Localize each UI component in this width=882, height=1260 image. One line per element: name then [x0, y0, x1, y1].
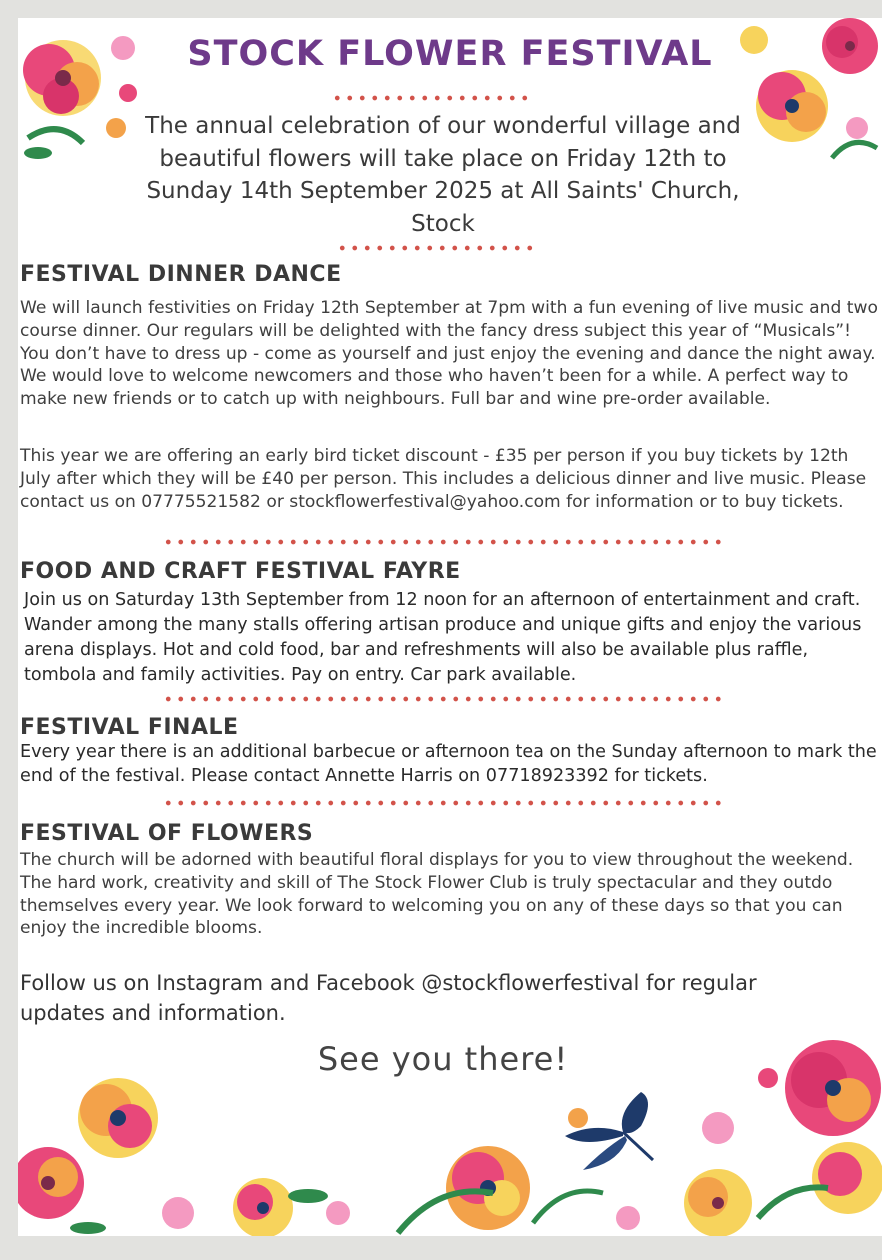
social-follow-text: Follow us on Instagram and Facebook @stockflowerfestival for regular updates and information.: [20, 971, 757, 1025]
flyer-page: [18, 18, 882, 1236]
section-heading-flowers: FESTIVAL OF FLOWERS: [20, 821, 314, 846]
section-heading-dinner-dance: FESTIVAL DINNER DANCE: [20, 262, 342, 287]
title-divider: [331, 94, 531, 102]
butterfly-icon: [563, 1086, 673, 1176]
intro-text: The annual celebration of our wonderful village and beautiful flowers will take place on Friday 12th to Sunday 14th September 2025 at All Saints' Church, Stock: [145, 113, 741, 237]
food-craft-paragraph: Join us on Saturday 13th September from 12 noon for an afternoon of entertainment and craft. Wander among the many stalls offering artisan produce and unique gifts and enjoy the various arena displays. Hot and cold food, bar and refreshments will also be available plus raffle, tombola and family activities. Pay on entry. Car park available.: [24, 590, 862, 685]
dinner-dance-paragraph-1: We will launch festivities on Friday 12th September at 7pm with a fun evening of live music and two course dinner. Our regulars will be delighted with the fancy dress subject this year of “Musicals”! You don’t have to dress up - come as yourself and just enjoy the evening and dance the night away. We would love to welcome newcomers and those who haven’t been for a while. A perfect way to make new friends or to catch up with neighbours. Full bar and wine pre-order available.: [20, 298, 878, 410]
dinner-dance-paragraph-2: This year we are offering an early bird ticket discount - £35 per person if you buy tickets by 12th July after which they will be £40 per person. This includes a delicious dinner and live music. Please contact us on 07775521582 or stockflowerfestival@yahoo.com for information or to buy tickets.: [20, 446, 867, 512]
section-divider: [162, 695, 728, 703]
intro-divider: [336, 244, 536, 252]
section-divider: [162, 799, 728, 807]
section-heading-food-craft: FOOD AND CRAFT FESTIVAL FAYRE: [20, 559, 461, 584]
flowers-paragraph: The church will be adorned with beautiful floral displays for you to view throughout the weekend. The hard work, creativity and skill of The Stock Flower Club is truly spectacular and they outdo themselves every year. We look forward to welcoming you on any of these days so that you can enjoy the incredible blooms.: [20, 850, 854, 939]
finale-paragraph: Every year there is an additional barbecue or afternoon tea on the Sunday afternoon to mark the end of the festival. Please contact Annette Harris on 07718923392 for tickets.: [20, 742, 877, 786]
page-title: STOCK FLOWER FESTIVAL: [187, 34, 713, 74]
section-heading-finale: FESTIVAL FINALE: [20, 715, 239, 740]
section-divider: [162, 538, 728, 546]
closing-text: See you there!: [317, 1040, 569, 1078]
